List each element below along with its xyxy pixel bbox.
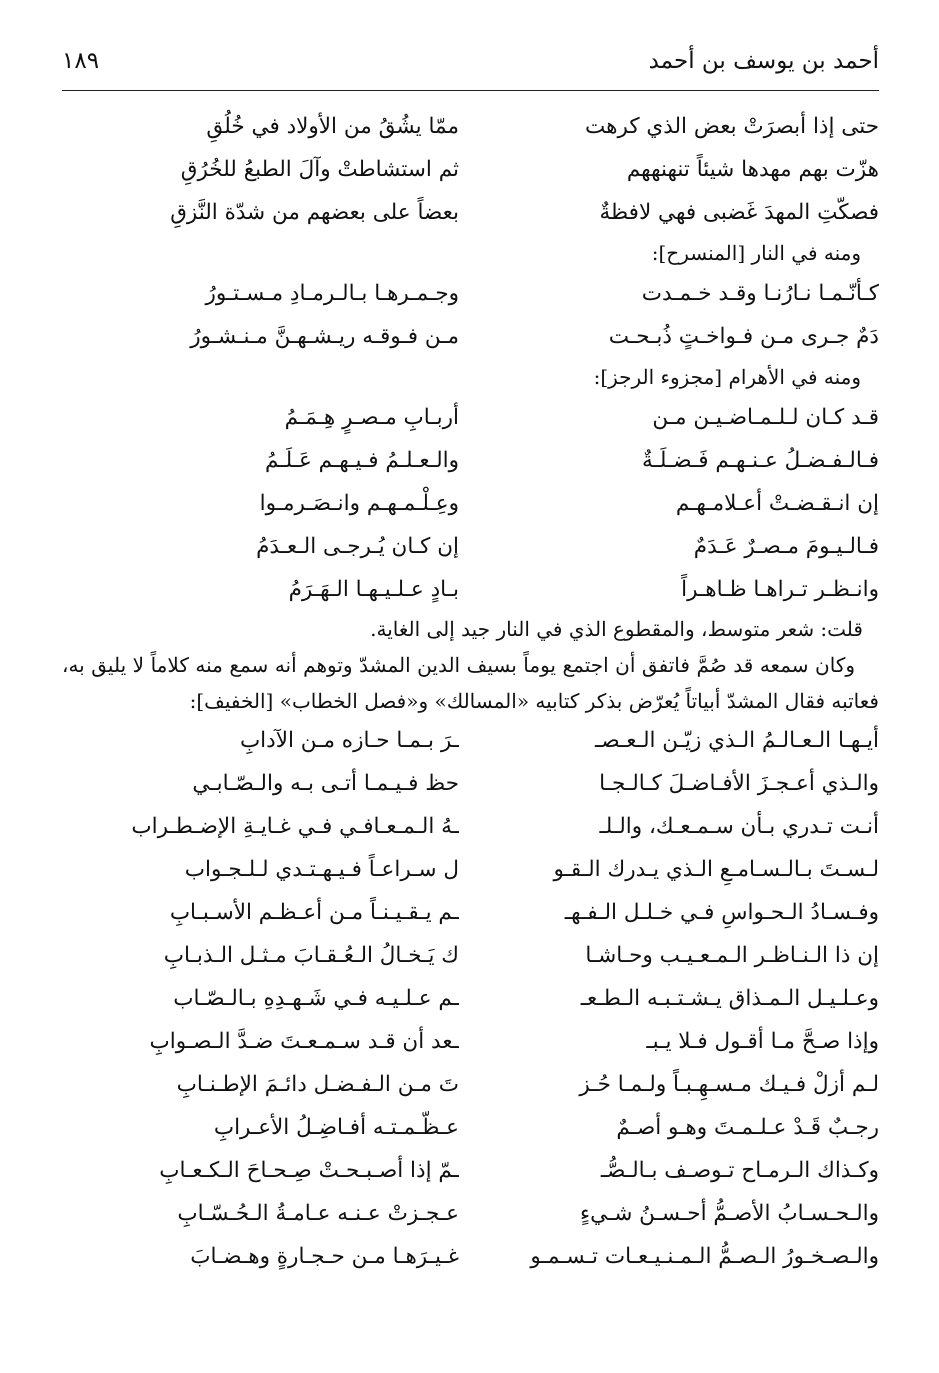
verse-second-hemistich: إن كـان يُـرجـى الـعـدَمُ	[256, 534, 459, 559]
running-title: أحمد بن يوسف بن أحمد	[648, 48, 879, 74]
verse-second-hemistich: ـم عـلـيـه فـي شَـهـدِهِ بـالـصّـاب	[173, 986, 459, 1011]
poem-pyramids	[62, 396, 879, 611]
verse	[62, 482, 879, 525]
verse-first-hemistich: إن ذا الـنـاظـر الـمـعـيـب وحـاشـا	[585, 943, 879, 968]
verse-second-hemistich: أربـابِ مـصـرٍ هِـمَـمُ	[284, 405, 459, 430]
verse-first-hemistich: والـذي أعـجـزَ الأفـاضـلَ كـالـجـا	[599, 771, 879, 796]
verse-first-hemistich: كـأنّـمـا نـارُنـا وقـد خـمـدت	[641, 281, 879, 306]
page-header	[62, 38, 879, 91]
verse-second-hemistich: ثم استشاطتْ وآلَ الطبعُ للخُرُقِ	[180, 157, 459, 182]
verse-second-hemistich: ك يَـخـالُ الـعُـقـابَ مـثـل الـذبـابِ	[163, 943, 459, 968]
verse	[62, 439, 879, 482]
poem-children	[62, 105, 879, 234]
verse-second-hemistich: والـعـلـمُ فـيـهـم عَـلَـمُ	[264, 448, 459, 473]
verse-second-hemistich: ـم يـقـيـنـاً مـن أعـظـم الأسـبـابِ	[169, 900, 459, 925]
verse	[62, 848, 879, 891]
verse-first-hemistich: وعـلـيـل الـمـذاق يـشـتـبـه الـطـعـ	[580, 986, 879, 1011]
verse	[62, 1106, 879, 1149]
verse-second-hemistich: ممّا يشُقُ من الأولاد في خُلُقِ	[206, 114, 459, 139]
verse-second-hemistich: بعضاً على بعضهم من شدّة النَّزقِ	[170, 200, 459, 225]
intro-pyramids: ومنه في الأهرام [مجزوء الرجز]:	[593, 365, 861, 389]
verse	[62, 568, 879, 611]
verse-first-hemistich: وكـذاك الـرمـاح تـوصـف بـالـصُّـ	[600, 1158, 879, 1183]
verse-first-hemistich: هزّت بهم مهدها شيئاً تنهنههم	[626, 157, 879, 182]
verse	[62, 1235, 879, 1278]
verse-second-hemistich: ـمّ إذا أصـبـحـتْ صِـحـاحَ الـكـعـابِ	[159, 1158, 459, 1183]
verse-first-hemistich: لـسـتَ بـالـسـامـعِ الـذي يـدرك الـقـو	[553, 857, 879, 882]
verse	[62, 805, 879, 848]
verse	[62, 105, 879, 148]
verse	[62, 762, 879, 805]
verse	[62, 719, 879, 762]
narrative-paragraph: وكان سمعه قد صُمَّ فاتفق أن اجتمع يوماً بسيف الدين المشدّ وتوهم أنه سمع منه كلاماً لا يليق به، فعاتبه فقال المشدّ أبياتاً يُعرّض بذكر كتابيه «المسالك» و«فصل الخطاب» [الخفيف]:	[62, 653, 879, 713]
verse-second-hemistich: ـعد أن قـد سـمـعـتَ ضـدَّ الـصـوابِ	[149, 1029, 459, 1054]
verse-second-hemistich: ـهُ الـمـعـافـي فـي غـايـةِ الإضـطـراب	[131, 814, 459, 839]
verse-first-hemistich: رجـبٌ قَـدْ عـلـمـتَ وهـو أصـمٌ	[616, 1115, 879, 1140]
verse	[62, 272, 879, 315]
verse-second-hemistich: تَ مـن الـفـضـل دائـمَ الإطـنـابِ	[176, 1072, 459, 1097]
verse-first-hemistich: إن انـقـضـتْ أعـلامـهـم	[675, 491, 879, 516]
verse-second-hemistich: عـجـزتْ عـنـه عـامـةُ الـحُـسّـابِ	[177, 1201, 459, 1226]
verse	[62, 1192, 879, 1235]
verse-first-hemistich: أنـت تـدري بـأن سـمـعـك، والـلـ	[599, 814, 879, 839]
author-comment: قلت: شعر متوسط، والمقطوع الذي في النار جيد إلى الغاية.	[370, 617, 863, 641]
verse-first-hemistich: وانـظـر تـراهـا ظـاهـراً	[681, 577, 879, 602]
verse-first-hemistich: وإذا صـحَّ مـا أقـول فـلا يـبـ	[646, 1029, 879, 1054]
verse	[62, 891, 879, 934]
verse	[62, 977, 879, 1020]
verse-first-hemistich: فـالـيـومَ مـصـرٌ عَـدَمٌ	[693, 534, 879, 559]
verse-second-hemistich: ل سـراعـاً فـيـهـتـدي لـلـجـواب	[184, 857, 459, 882]
verse-first-hemistich: فـالـفـضـلُ عـنـهـم فَـضـلَـةٌ	[642, 448, 879, 473]
verse-second-hemistich: ـرَ بـمـا حـازه مـن الآدابِ	[239, 728, 459, 753]
verse-first-hemistich: لـم أزلْ فـيـك مـسـهِـبـاً ولـمـا حُـز	[579, 1072, 879, 1097]
verse-first-hemistich: والـصـخـورُ الـصـمُّ الـمـنـيـعـات تـسـمـو	[530, 1244, 879, 1269]
verse-second-hemistich: بـادٍ عـلـيـهـا الـهَـرَمُ	[288, 577, 459, 602]
verse	[62, 315, 879, 358]
verse	[62, 148, 879, 191]
verse-second-hemistich: وجـمـرهـا بـالـرمـادِ مـسـتـورُ	[205, 281, 459, 306]
verse-first-hemistich: والـحـسـابُ الأصـمُّ أحـسـنُ شـيءٍ	[579, 1201, 879, 1226]
verse-second-hemistich: غـيـرَهـا مـن حـجـارةٍ وهـضـابَ	[190, 1244, 459, 1269]
verse	[62, 396, 879, 439]
verse-second-hemistich: وعِـلْـمـهـم وانـصَـرمـوا	[259, 491, 459, 516]
verse-first-hemistich: حتى إذا أبصرَتْ بعض الذي كرهت	[585, 114, 879, 139]
verse	[62, 1149, 879, 1192]
page-number: ١٨٩	[62, 48, 100, 74]
verse-first-hemistich: فصكّتِ المهدَ غَضبى فهي لافظةٌ	[599, 200, 879, 225]
verse	[62, 1020, 879, 1063]
verse	[62, 191, 879, 234]
verse	[62, 934, 879, 977]
verse-first-hemistich: أيـهـا الـعـالـمُ الـذي زيّـن الـعـصـ	[595, 728, 879, 753]
poem-fire	[62, 272, 879, 358]
verse-first-hemistich: قـد كـان لـلـمـاضـيـن مـن	[652, 405, 879, 430]
verse-first-hemistich: دَمٌ جـرى مـن فـواخـتٍ ذُبـحـت	[608, 324, 879, 349]
page-body	[62, 105, 879, 1278]
poem-reproach	[62, 719, 879, 1278]
verse-second-hemistich: مـن فـوقـه ريـشـهـنَّ مـنـشـورُ	[190, 324, 459, 349]
verse	[62, 1063, 879, 1106]
intro-fire: ومنه في النار [المنسرح]:	[651, 241, 861, 265]
verse-second-hemistich: عـظّـمـتـه أفـاضِـلُ الأعـرابِ	[213, 1115, 459, 1140]
verse-second-hemistich: حظ فـيـمـا أتـى بـه والـصّـابـي	[192, 771, 459, 796]
verse-first-hemistich: وفـسـادُ الـحـواسِ فـي خـلـل الـفـهـ	[564, 900, 879, 925]
verse	[62, 525, 879, 568]
